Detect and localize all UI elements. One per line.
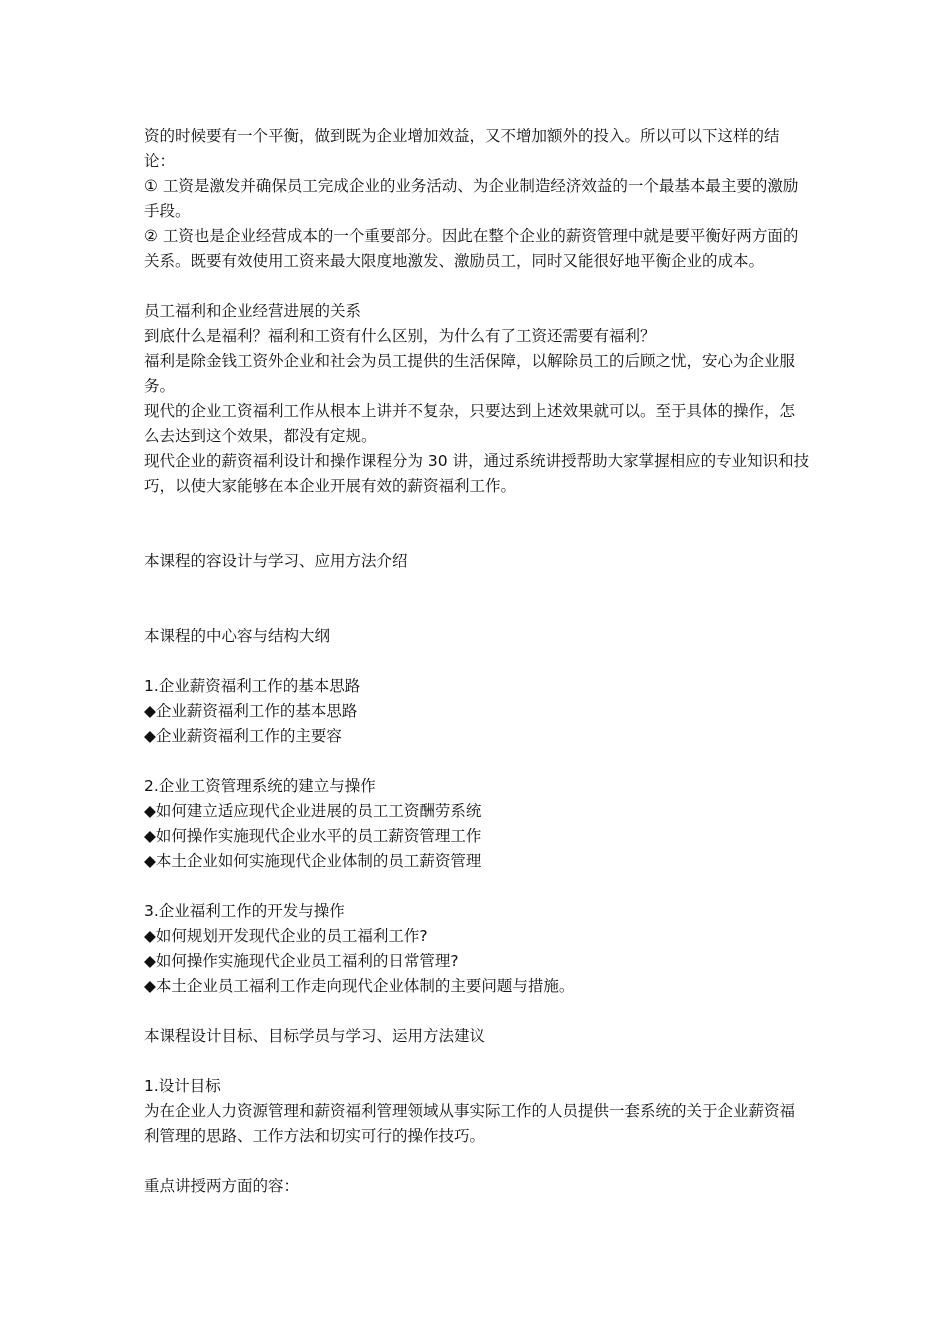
list-item: ◆如何规划开发现代企业的员工福利工作? <box>144 927 428 945</box>
list-item: ◆如何建立适应现代企业进展的员工工资酬劳系统 <box>144 802 482 820</box>
list-item: ◆企业薪资福利工作的主要容 <box>144 727 342 745</box>
course-design-title: 本课程的容设计与学习、应用方法介绍 <box>144 552 408 570</box>
part2-heading: 2.企业工资管理系统的建立与操作 <box>144 777 376 795</box>
spacer <box>144 649 810 674</box>
spacer <box>144 274 810 299</box>
course-intro-paragraph: 现代企业的薪资福利设计和操作课程分为 30 讲，通过系统讲授帮助大家掌握相应的专业知识和技巧，以使大家能够在本企业开展有效的薪资福利工作。 <box>144 452 810 495</box>
list-item: ◆如何操作实施现代企业水平的员工薪资管理工作 <box>144 827 482 845</box>
goals-title: 本课程设计目标、目标学员与学习、运用方法建议 <box>144 1027 486 1045</box>
spacer <box>144 999 810 1024</box>
goal1-heading: 1.设计目标 <box>144 1077 221 1095</box>
outline-title: 本课程的中心容与结构大纲 <box>144 627 331 645</box>
spacer <box>144 1049 810 1074</box>
list-item: ◆本土企业员工福利工作走向现代企业体制的主要问题与措施。 <box>144 977 575 995</box>
spacer <box>144 1149 810 1174</box>
spacer <box>144 874 810 899</box>
welfare-question: 到底什么是福利？福利和工资有什么区别，为什么有了工资还需要有福利？ <box>144 327 656 345</box>
intro-paragraph: 资的时候要有一个平衡，做到既为企业增加效益，又不增加额外的投入。所以可以下这样的结论： <box>144 127 780 170</box>
section-welfare-title: 员工福利和企业经营进展的关系 <box>144 302 362 320</box>
list-item: ◆企业薪资福利工作的基本思路 <box>144 702 358 720</box>
welfare-modern-paragraph: 现代的企业工资福利工作从根本上讲并不复杂，只要达到上述效果就可以。至于具体的操作，怎么去达到这个效果，都没有定规。 <box>144 402 796 445</box>
conclusion-item-1: ① 工资是激发并确保员工完成企业的业务活动、为企业制造经济效益的一个最基本最主要的激励手段。 <box>144 177 799 220</box>
part3-heading: 3.企业福利工作的开发与操作 <box>144 902 345 920</box>
focus-line: 重点讲授两方面的容： <box>144 1177 300 1195</box>
list-item: ◆如何操作实施现代企业员工福利的日常管理? <box>144 952 459 970</box>
list-item: ◆本土企业如何实施现代企业体制的员工薪资管理 <box>144 852 482 870</box>
document-page <box>144 124 810 1199</box>
welfare-definition: 福利是除金钱工资外企业和社会为员工提供的生活保障，以解除员工的后顾之忧，安心为企业服务。 <box>144 352 796 395</box>
goal1-text: 为在企业人力资源管理和薪资福利管理领域从事实际工作的人员提供一套系统的关于企业薪资福利管理的思路、工作方法和切实可行的操作技巧。 <box>144 1102 796 1145</box>
spacer <box>144 749 810 774</box>
part1-heading: 1.企业薪资福利工作的基本思路 <box>144 677 361 695</box>
spacer <box>144 574 810 624</box>
spacer <box>144 499 810 549</box>
conclusion-item-2: ② 工资也是企业经营成本的一个重要部分。因此在整个企业的薪资管理中就是要平衡好两方面的关系。既要有效使用工资来最大限度地激发、激励员工，同时又能很好地平衡企业的成本。 <box>144 227 799 270</box>
